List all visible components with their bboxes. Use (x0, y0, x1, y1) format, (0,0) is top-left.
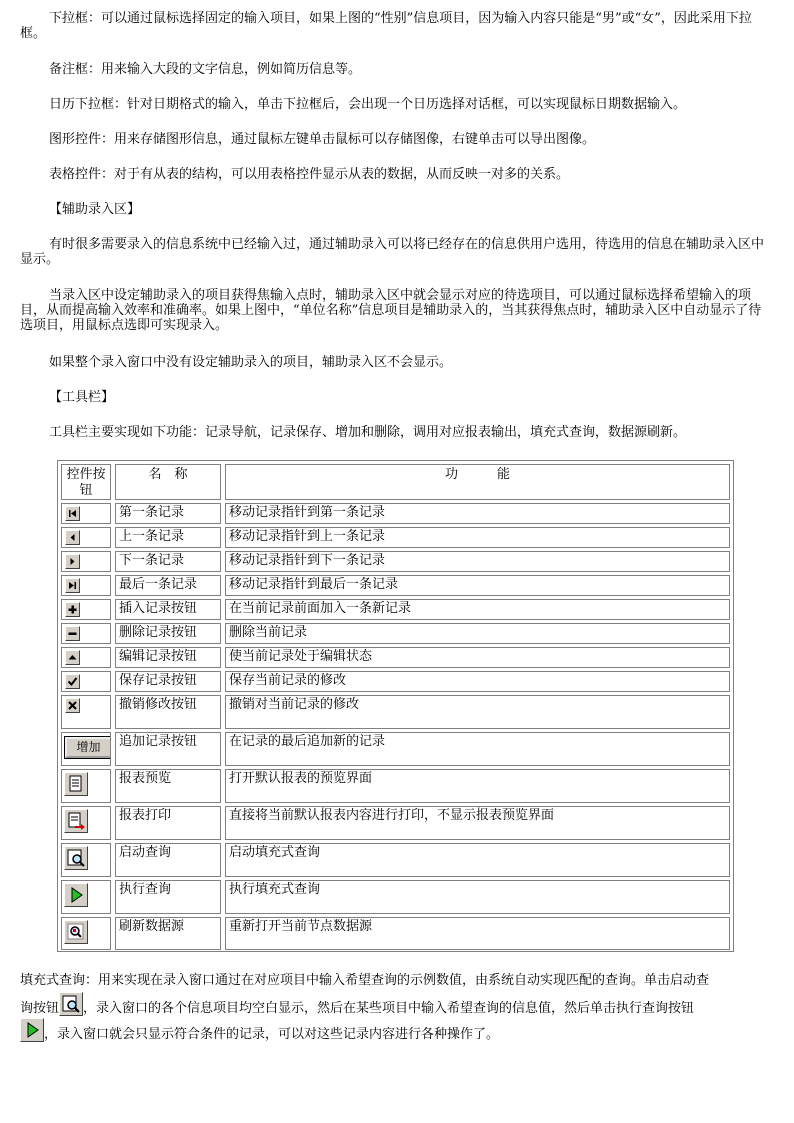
table-row-name: 刷新数据源 (115, 917, 221, 950)
table-row-name: 删除记录按钮 (115, 623, 221, 644)
table-row-function: 直接将当前默认报表内容进行打印，不显示报表预览界面 (225, 806, 730, 840)
footer-paragraph-line1 (20, 973, 786, 988)
footer-text-3: ，录入窗口就会只显示符合条件的记录，可以对这些记录内容进行各种操作了。 (44, 1027, 500, 1042)
table-row-icon-cell (61, 527, 111, 548)
start-query-icon[interactable] (59, 992, 83, 1016)
table-row-name: 撤销修改按钮 (115, 695, 221, 729)
report-print-icon[interactable] (64, 809, 88, 833)
table-row-icon-cell (61, 647, 111, 668)
paragraph-dropdown: 下拉框：可以通过鼠标选择固定的输入项目，如果上图的“性别”信息项目，因为输入内容只能是“男”或“女”，因此采用下拉框。 (20, 11, 752, 41)
table-row-icon-cell (61, 769, 111, 803)
table-row-name: 上一条记录 (115, 527, 221, 548)
table-row-icon-cell (61, 575, 111, 596)
table-row-name: 报表打印 (115, 806, 221, 840)
paragraph-toolbar: 工具栏主要实现如下功能：记录导航，记录保存、增加和删除，调用对应报表输出，填充式查询，数据源刷新。 (49, 425, 687, 440)
delete-icon[interactable] (65, 626, 80, 641)
footer-text-1: 填充式查询：用来实现在录入窗口通过在对应项目中输入希望查询的示例数值，由系统自动实现匹配的查询。单击启动查 (20, 973, 710, 988)
table-row-icon-cell (61, 599, 111, 620)
table-row-icon-cell (61, 917, 111, 950)
table-row-icon-cell (61, 503, 111, 524)
prior-record-icon[interactable] (65, 530, 80, 545)
table-row-icon-cell (61, 732, 111, 766)
table-row-name: 保存记录按钮 (115, 671, 221, 692)
table-row-function: 撤销对当前记录的修改 (225, 695, 730, 729)
paragraph-assist-2: 当录入区中设定辅助录入的项目获得焦输入点时，辅助录入区中就会显示对应的待选项目，可以通过鼠标选择希望输入的项目，从而提高输入效率和准确率。如果上图中，“单位名称”信息项目是辅助录入的，当其获得焦点时，辅助录入区中自动显示了待选项目，用鼠标点选即可实现录入。 (20, 288, 762, 333)
refresh-datasource-icon[interactable] (64, 920, 88, 944)
table-row-name: 报表预览 (115, 769, 221, 803)
paragraph-grid-control: 表格控件：对于有从表的结构，可以用表格控件显示从表的数据，从而反映一对多的关系。 (49, 167, 570, 182)
paragraph-assist-1: 有时很多需要录入的信息系统中已经输入过，通过辅助录入可以将已经存在的信息供用户选用，待选用的信息在辅助录入区中显示。 (20, 237, 765, 267)
cancel-x-icon[interactable] (65, 698, 80, 713)
paragraph-memo: 备注框：用来输入大段的文字信息，例如简历信息等。 (49, 62, 362, 77)
table-row-name: 插入记录按钮 (115, 599, 221, 620)
table-row-icon-cell (61, 671, 111, 692)
table-row-function: 移动记录指针到最后一条记录 (225, 575, 730, 596)
start-query-icon[interactable] (64, 846, 88, 870)
table-row-icon-cell (61, 880, 111, 914)
table-row-name: 追加记录按钮 (115, 732, 221, 766)
next-record-icon[interactable] (65, 554, 80, 569)
table-row-function: 重新打开当前节点数据源 (225, 917, 730, 950)
run-query-icon[interactable] (20, 1018, 44, 1042)
table-row-icon-cell (61, 551, 111, 572)
table-row-name: 编辑记录按钮 (115, 647, 221, 668)
toolbar-function-table (57, 460, 734, 952)
append-button[interactable]: 增加 (65, 737, 111, 758)
table-row-function: 在记录的最后追加新的记录 (225, 732, 730, 766)
table-row-function: 移动记录指针到上一条记录 (225, 527, 730, 548)
save-check-icon[interactable] (65, 674, 80, 689)
table-row-function: 移动记录指针到下一条记录 (225, 551, 730, 572)
table-row-function: 保存当前记录的修改 (225, 671, 730, 692)
paragraph-image-control: 图形控件：用来存储图形信息，通过鼠标左键单击鼠标可以存储图像，右键单击可以导出图像。 (49, 132, 596, 147)
header-function: 功 能 (225, 464, 730, 500)
table-row-function: 使当前记录处于编辑状态 (225, 647, 730, 668)
table-row-function: 在当前记录前面加入一条新记录 (225, 599, 730, 620)
header-button: 控件按钮 (61, 464, 111, 500)
paragraph-calendar: 日历下拉框：针对日期格式的输入，单击下拉框后，会出现一个日历选择对话框，可以实现鼠标日期数据输入。 (49, 97, 687, 112)
run-query-icon[interactable] (64, 883, 88, 907)
last-record-icon[interactable] (65, 578, 80, 593)
footer-text-2b: ，录入窗口的各个信息项目均空白显示，然后在某些项目中输入希望查询的信息值，然后单击执行查询按钮 (83, 1001, 695, 1016)
table-row-function: 启动填充式查询 (225, 843, 730, 877)
table-row-function: 执行填充式查询 (225, 880, 730, 914)
heading-toolbar: 【工具栏】 (49, 390, 115, 405)
table-row-name: 下一条记录 (115, 551, 221, 572)
table-row-icon-cell (61, 843, 111, 877)
header-name: 名 称 (115, 464, 221, 500)
heading-assist-input: 【辅助录入区】 (49, 202, 141, 217)
footer-text-2a: 询按钮 (20, 1001, 60, 1016)
table-row-name: 启动查询 (115, 843, 221, 877)
table-row-icon-cell (61, 806, 111, 840)
insert-icon[interactable] (65, 602, 80, 617)
table-row-name: 最后一条记录 (115, 575, 221, 596)
table-row-function: 移动记录指针到第一条记录 (225, 503, 730, 524)
table-row-icon-cell (61, 695, 111, 729)
edit-icon[interactable] (65, 650, 80, 665)
first-record-icon[interactable] (65, 506, 80, 521)
table-row-function: 删除当前记录 (225, 623, 730, 644)
table-row-icon-cell (61, 623, 111, 644)
table-row-name: 第一条记录 (115, 503, 221, 524)
table-row-function: 打开默认报表的预览界面 (225, 769, 730, 803)
footer-paragraph-line3 (20, 1018, 786, 1047)
footer-paragraph-line2 (20, 992, 786, 1021)
table-row-name: 执行查询 (115, 880, 221, 914)
report-preview-icon[interactable] (64, 772, 88, 796)
paragraph-assist-3: 如果整个录入窗口中没有设定辅助录入的项目，辅助录入区不会显示。 (49, 355, 453, 370)
